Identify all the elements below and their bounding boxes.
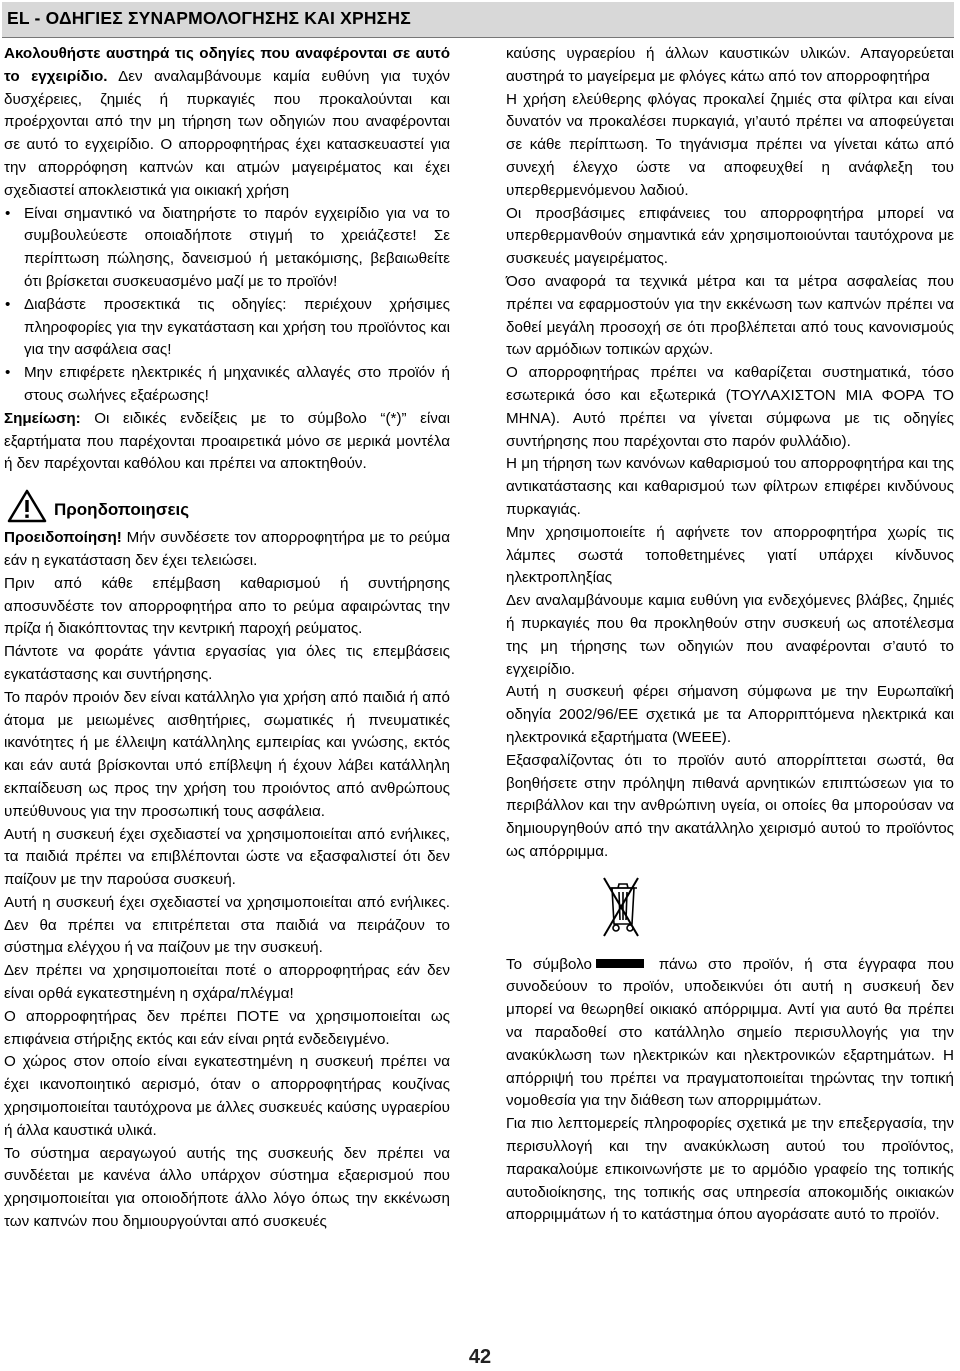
weee-symbol-area [506,874,954,954]
crossed-out-wheeled-bin-icon [600,874,642,946]
bullet-text: Μην επιφέρετε ηλεκτρικές ή μηχανικές αλλαγές στο προϊόν ή στους σωλήνες εξαέρωσης! [24,364,450,404]
page-number: 42 [468,1346,492,1368]
document-header [2,2,954,38]
body-paragraph: Η χρήση ελεύθερης φλόγας προκαλεί ζημιές στα φίλτρα και είναι δυνατόν να προκαλέσει πυρκαγιά, γι’αυτό πρέπει να αποφεύγεται σε κάθε περίπτωση. Το τηγάνισμα πρέπει να γίνεται κάτω από συνεχή έλεγχο ώστε να αποφευχθεί η ανάφλεξη του υπερθερμενόμενου λαδιού. [506,90,954,199]
document-title: EL - ΟΔΗΓΙΕΣ ΣΥΝΑΡΜΟΛΟΓΗΣΗΣ ΚΑΙ ΧΡΗΣΗΣ [7,8,411,28]
note-label: Σημείωση: [4,409,81,427]
body-paragraph: Η μη τήρηση των κανόνων καθαρισμού του απορροφητήρα και της αντικατάστασης και καθαρισμού των φίλτρων επιφέρει κινδύνους πυρκαγιάς. [506,455,954,518]
warning-paragraph [4,527,450,573]
symbol-paragraph [506,954,954,1114]
bullet-text: Διαβάστε προσεκτικά τις οδηγίες: περιέχουν χρήσιμες πληροφορίες για την εγκατάσταση και χρήση του προϊόντος και για την ασφάλεια σας! [24,295,450,359]
bullet-item [4,294,450,362]
body-paragraph: Αυτή η συσκευή φέρει σήμανση σύμφωνα με την Ευρωπαϊκή οδηγία 2002/96/ΕΕ σχετικά με τα Απορριπτόμενα ηλεκτρικά και ηλεκτρονικά εξαρτήματα (WEEE). [506,683,954,746]
left-column [4,43,450,1234]
symbol-pre-text: Το σύμβολο [506,955,592,973]
body-paragraph: Όσο αναφορά τα τεχνικά μέτρα και τα μέτρα ασφαλείας που πρέπει να εφαρμοστούν για την εκκένωση των καπνών πρέπει να δοθεί μεγάλη προσοχή σε ότι προβλέπεται από τους κανονισμούς των αρμόδιων τοπικών αρχών. [506,272,954,359]
intro-paragraph [4,43,450,203]
warning-triangle-icon [7,489,47,523]
symbol-black-bar-icon [596,959,644,968]
body-paragraph: Δεν πρέπει να χρησιμοποιείται ποτέ ο απορροφητήρας εάν δεν είναι ορθά εγκατεστημένη η σχάρα/πλέγμα! [4,962,450,1003]
warning-text: Μήν συνδέσετε τον απορροφητήρα με το ρεύμα εάν η εγκατάσταση δεν έχει τελειώσει. [4,529,450,569]
body-paragraph: Ο απορροφητήρας πρέπει να καθαρίζεται συστηματικά, τόσο εσωτερικά όσο και εξωτερικά (ΤΟΥΛΑΧΙΣΤΟΝ ΜΙΑ ΦΟΡΑ ΤΟ ΜΗΝΑ). Αυτό πρέπει να γίνεται σύμφωνα με τις οδηγίες συντήρησης που παρέχονται στο παρόν φυλλάδιο). [506,364,954,450]
bullet-dot: • [5,295,11,313]
bullet-item [4,362,450,408]
body-paragraph: Πριν από κάθε επέμβαση καθαρισμού ή συντήρησης αποσυνδέστε τον απορροφητήρα απο το ρεύμα αφαιρώντας την πρίζα ή διακόπτοντας την κεντρική παροχή ρεύματος. [4,574,450,638]
body-paragraph: Το σύστημα αεραγωγού αυτής της συσκευής δεν πρέπει να συνδέεται με κανένα άλλο υπάρχον σύστημα εξαερισμού που χρησιμοποιείται για οποιοδήποτε άλλο λόγο όπως την εκκένωση των καπνών που δημιουργούνται από συσκευές [4,1144,450,1231]
bullet-dot: • [5,204,11,222]
symbol-post-text: πάνω στο προϊόν, ή στα έγγραφα που συνοδεύουν το προϊόν, υποδεικνύει ότι αυτή η συσκευή δεν μπορεί να θεωρηθεί οικιακό απόρριμμα. Αντί για αυτό θα πρέπει να παραδοθεί στο κατάλληλο σημείο περισυλλογής για την ανακύκλωση των ηλεκτρικών και ηλεκτρονικών εξαρτημάτων. Η απόρριψή του πρέπει να πραγματοποιείται τηρώντας την τοπική νομοθεσία για την διάθεση των απορριμμάτων. [506,955,954,1110]
bullet-item [4,203,450,294]
body-paragraph: Το παρόν προιόν δεν είναι κατάλληλο για χρήση από παιδιά ή από άτομα με μειωμένες αισθητήριες, σωματικές ή πνευματικές ικανότητες ή με έλλειψη κατάλληλης εμπειρίας και γνώσης, εκτός και εάν αυτά βρίσκονται υπό επίβλεψη ή έχουν λάβει κατάλληλη εκπαίδευση ως προς την χρήση του προιόντος από ανθρώπους υπεύθυνους για την προσωπική τους ασφάλεια. [4,688,450,820]
intro-rest: Δεν αναλαμβάνουμε καμία ευθύνη για τυχόν δυσχέρειες, ζημιές ή πυρκαγιές που προκαλούνται και προέρχονται από την μη τήρηση των οδηγιών που αναφέρονται σε αυτό το εγχειρίδιο. Ο απορροφητήρας έχει κατασκευαστεί για την απορρόφηση καπνών και ατμών μαγειρέματος και έχει σχεδιαστεί αποκλειστικά για οικιακή χρήση [4,67,450,199]
warnings-heading [4,485,450,527]
note-paragraph [4,408,450,476]
intro-bold: Ακολουθήστε αυστηρά τις οδηγίες που αναφέρονται σε αυτό το εγχειρίδιο. [4,45,450,85]
body-paragraph: καύσης υγραερίου ή άλλων καυστικών υλικών. Απαγορεύεται αυστηρά το μαγείρεμα με φλόγες κάτω από τον απορροφητήρα [506,45,954,85]
last-paragraph: Για πιο λεπτομερείς πληροφορίες σχετικά με την επεξεργασία, την περισυλλογή και την ανακύκλωση αυτού του προϊόντος, παρακαλούμε επικοινωνήστε με το αρμόδιο γραφείο της τοπικής αυτοδιοίκησης, της τοπικής σας υπηρεσία αποκομιδής οικιακών απορριμμάτων ή το κατάστημα όπου αγοράσατε αυτό το προϊόν. [506,1115,954,1224]
warnings-title: Προηδοποιησεις [54,499,190,519]
body-paragraph: Αυτή η συσκευή έχει σχεδιαστεί να χρησιμοποιείται από ενήλικες, τα παιδιά πρέπει να επιβλέπονται ώστε να εξασφαλιστεί ότι δεν παίζουν με την παρούσα συσκευή. [4,825,450,889]
note-text: Οι ειδικές ενδείξεις με το σύμβολο “(*)” είναι εξαρτήματα που παρέχονται προαιρετικά μόνο σε μερικά μοντέλα ή δεν παρέχονται καθόλου και πρέπει να αποκτηθούν. [4,409,450,473]
body-paragraph: Οι προσβάσιμες επιφάνειες του απορροφητήρα μπορεί να υπερθερμανθούν σημαντικά εάν χρησιμοποιούνται ταυτόχρονα με συσκευές μαγειρέματος. [506,204,954,268]
bullet-dot: • [5,364,11,382]
body-paragraph: Εξασφαλίζοντας ότι το προϊόν αυτό απορρίπτεται σωστά, θα βοηθήσετε στην πρόληψη πιθανά αρνητικών επιπτώσεων για το περιβάλλον και την ανθρώπινη υγεία, οι οποίες θα μπορούσαν να δημιουργηθούν από την ακατάλληλο χειρισμό αυτού το προϊόντος ως απόρριμμα. [506,751,954,860]
bullet-text: Είναι σημαντικό να διατηρήστε το παρόν εγχειρίδιο για να το συμβουλεύεστε οποιαδήποτε στιγμή το χρειάζεστε! Σε περίπτωση πώλησης, δανεισμού ή μετακόμισης, βεβαιωθείτε ότι βρίσκεται συσκευασμένο μαζί με το προϊόν! [24,204,450,290]
body-paragraph: Αυτή η συσκευή έχει σχεδιαστεί να χρησιμοποιείται από ενήλικες. Δεν θα πρέπει να επιτρέπεται στα παιδιά να πειράζουν το σύστημα ελέγχου ή να παίζουν με την συσκευή. [4,893,450,957]
body-paragraph: Πάντοτε να φοράτε γάντια εργασίας για όλες τις επεμβάσεις εγκατάστασης και συντήρησης. [4,643,450,683]
body-paragraph: Μην χρησιμοποιείτε ή αφήνετε τον απορροφητήρα χωρίς τις λάμπες σωστά τοποθετημένες γιατί υπάρχει κίνδυνος ηλεκτροπληξίας [506,523,954,587]
right-column [506,43,954,1227]
body-paragraph: Ο απορροφητήρας δεν πρέπει ΠΟΤΕ να χρησιμοποιείται ως επιφάνεια στήριξης εκτός και εάν είναι ρητά ενδεδειγμένο. [4,1007,450,1048]
body-paragraph: Ο χώρος στον οποίο είναι εγκατεστημένη η συσκευή πρέπει να έχει ικανοποιητικό αερισμό, όταν ο απορροφητήρας κουζίνας χρησιμοποιείται ταυτόχρονα με άλλες συσκευές καύσης υγραερίου ή άλλα καυστικά υλικά. [4,1053,450,1139]
warning-label: Προειδοποίηση! [4,529,122,547]
body-paragraph: Δεν αναλαμβάνουμε καμια ευθύνη για ενδεχόμενες βλάβες, ζημιές ή πυρκαγιές που θα προκληθούν στην συσκευή ως αποτέλεσμα της μη τήρησης των οδηγιών που αναφέρονται σ’αυτό το εγχειρίδιο. [506,592,954,678]
